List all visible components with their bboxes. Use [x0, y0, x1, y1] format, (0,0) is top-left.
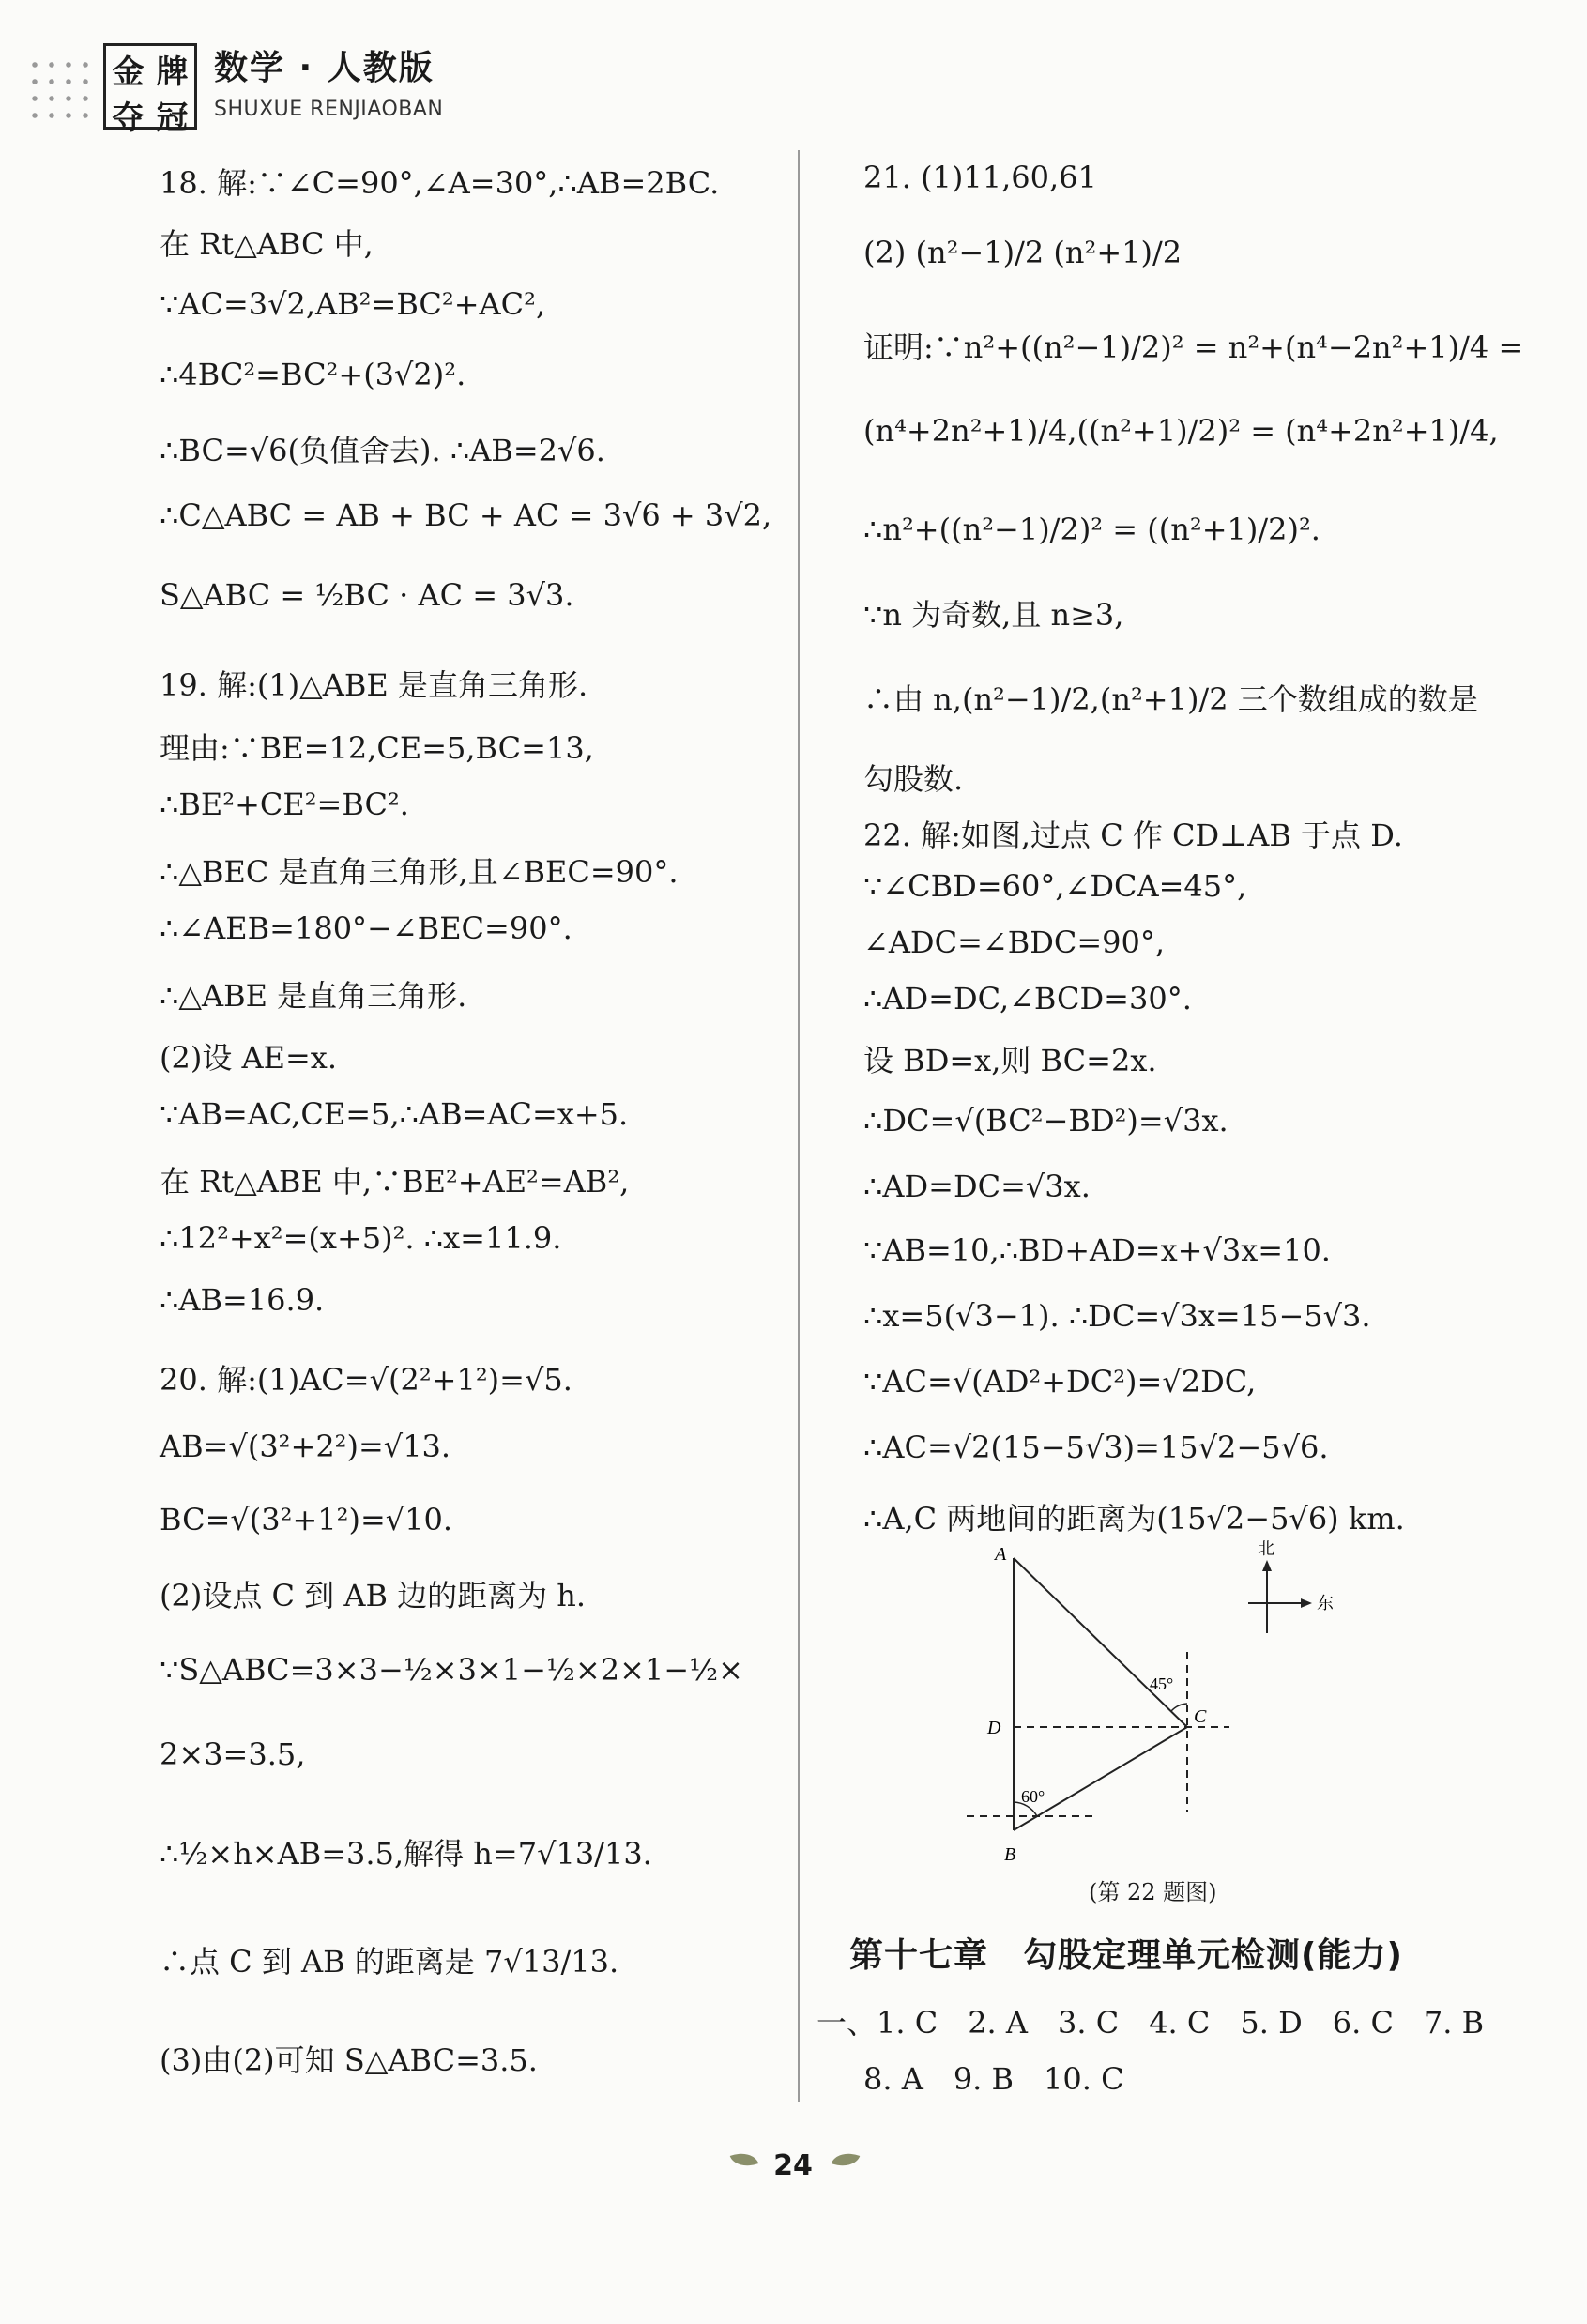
north-arrow-icon	[1262, 1560, 1272, 1571]
answer-row: 8. A 9. B 10. C	[863, 2061, 1124, 2097]
north-label: 北	[1258, 1539, 1274, 1559]
publisher-logo	[103, 43, 197, 137]
east-arrow-icon	[1301, 1598, 1312, 1608]
solution-line: (2)设点 C 到 AB 边的距离为 h.	[160, 1578, 587, 1613]
solution-line: ∴AC=√2(15−5√3)=15√2−5√6.	[863, 1430, 1329, 1465]
label-b: B	[1004, 1844, 1016, 1865]
solution-line: ∴C△ABC = AB + BC + AC = 3√6 + 3√2,	[160, 497, 772, 533]
page-number: 24	[773, 2149, 813, 2182]
solution-line: ∴4BC²=BC²+(3√2)².	[160, 357, 466, 392]
angle-45-label: 45°	[1150, 1674, 1174, 1693]
label-c: C	[1194, 1706, 1207, 1727]
east-label: 东	[1317, 1594, 1334, 1613]
label-d: D	[987, 1718, 1001, 1738]
figure-caption: (第 22 题图)	[1089, 1879, 1217, 1905]
solution-line: (2) (n²−1)/2 (n²+1)/2	[863, 235, 1183, 270]
solution-line: 设 BD=x,则 BC=2x.	[863, 1043, 1157, 1078]
solution-line: 2×3=3.5,	[160, 1736, 306, 1772]
angle-45-arc	[1171, 1704, 1187, 1711]
solution-line: 22. 解:如图,过点 C 作 CD⊥AB 于点 D.	[863, 818, 1403, 853]
solution-line: ∴½×h×AB=3.5,解得 h=7√13/13.	[160, 1836, 652, 1872]
solution-line: ∴由 n,(n²−1)/2,(n²+1)/2 三个数组成的数是	[863, 681, 1478, 717]
solution-line: AB=√(3²+2²)=√13.	[160, 1429, 451, 1464]
column-divider	[798, 150, 800, 2102]
logo-char: 冠	[156, 99, 189, 137]
answer-row: 一、1. C 2. A 3. C 4. C 5. D 6. C 7. B	[816, 2005, 1485, 2041]
solution-line: 20. 解:(1)AC=√(2²+1²)=√5.	[160, 1362, 572, 1398]
solution-line: (n⁴+2n²+1)/4,((n²+1)/2)² = (n⁴+2n²+1)/4,	[863, 413, 1499, 449]
solution-line: ∴AB=16.9.	[160, 1282, 325, 1318]
solution-line: ∴点 C 到 AB 的距离是 7√13/13.	[160, 1944, 619, 1980]
solution-line: ∴BC=√6(负值舍去). ∴AB=2√6.	[160, 433, 605, 468]
solution-line: S△ABC = ½BC · AC = 3√3.	[160, 577, 574, 613]
solution-line: 在 Rt△ABC 中,	[160, 226, 374, 262]
solution-line: 理由:∵BE=12,CE=5,BC=13,	[160, 730, 594, 766]
solution-line: ∴△ABE 是直角三角形.	[160, 978, 467, 1014]
solution-line: ∴A,C 两地间的距离为(15√2−5√6) km.	[863, 1501, 1405, 1537]
solution-line: (2)设 AE=x.	[160, 1040, 338, 1076]
solution-line: 19. 解:(1)△ABE 是直角三角形.	[160, 667, 588, 703]
solution-line: ∴12²+x²=(x+5)². ∴x=11.9.	[160, 1220, 562, 1256]
subject-title-pinyin: SHUXUE RENJIAOBAN	[214, 98, 444, 121]
logo-char: 金	[112, 54, 145, 91]
solution-line: ∵n 为奇数,且 n≥3,	[863, 597, 1124, 633]
segment-bc	[1014, 1727, 1187, 1830]
chapter-title: 第十七章 勾股定理单元检测(能力)	[849, 1936, 1403, 1975]
subject-title: 数学 · 人教版	[214, 49, 435, 87]
solution-line: 18. 解:∵∠C=90°,∠A=30°,∴AB=2BC.	[160, 165, 720, 201]
logo-char: 牌	[156, 54, 189, 91]
solution-line: ∴x=5(√3−1). ∴DC=√3x=15−5√3.	[863, 1298, 1371, 1334]
solution-line: ∴AD=DC,∠BCD=30°.	[863, 981, 1192, 1017]
solution-line: ∵AC=3√2,AB²=BC²+AC²,	[160, 286, 546, 322]
solution-line: ∴AD=DC=√3x.	[863, 1169, 1091, 1204]
solution-line: ∵AB=10,∴BD+AD=x+√3x=10.	[863, 1232, 1331, 1268]
solution-line: 证明:∵n²+((n²−1)/2)² = n²+(n⁴−2n²+1)/4 =	[863, 329, 1524, 365]
logo-char: 夺	[112, 99, 145, 137]
solution-line: ∴BE²+CE²=BC².	[160, 787, 409, 822]
problem-22-figure	[957, 1539, 1351, 1868]
segment-ac	[1014, 1558, 1187, 1727]
solution-line: 21. (1)11,60,61	[863, 160, 1097, 195]
solution-line: ∴n²+((n²−1)/2)² = ((n²+1)/2)².	[863, 512, 1320, 547]
label-a: A	[995, 1544, 1007, 1565]
solution-line: 勾股数.	[863, 761, 964, 797]
solution-line: ∵∠CBD=60°,∠DCA=45°,	[863, 868, 1247, 904]
solution-line: ∠ADC=∠BDC=90°,	[863, 925, 1166, 960]
solution-line: ∴△BEC 是直角三角形,且∠BEC=90°.	[160, 854, 679, 890]
solution-line: 在 Rt△ABE 中,∵BE²+AE²=AB²,	[160, 1164, 630, 1200]
angle-60-label: 60°	[1021, 1787, 1045, 1806]
solution-line: BC=√(3²+1²)=√10.	[160, 1502, 453, 1537]
decorative-dots	[26, 56, 92, 122]
solution-line: ∵S△ABC=3×3−½×3×1−½×2×1−½×	[160, 1652, 743, 1688]
solution-line: ∴DC=√(BC²−BD²)=√3x.	[863, 1103, 1228, 1139]
page-header	[26, 36, 683, 139]
solution-line: (3)由(2)可知 S△ABC=3.5.	[160, 2042, 538, 2078]
solution-line: ∵AC=√(AD²+DC²)=√2DC,	[863, 1364, 1257, 1399]
solution-line: ∵AB=AC,CE=5,∴AB=AC=x+5.	[160, 1096, 629, 1132]
solution-line: ∴∠AEB=180°−∠BEC=90°.	[160, 910, 572, 946]
